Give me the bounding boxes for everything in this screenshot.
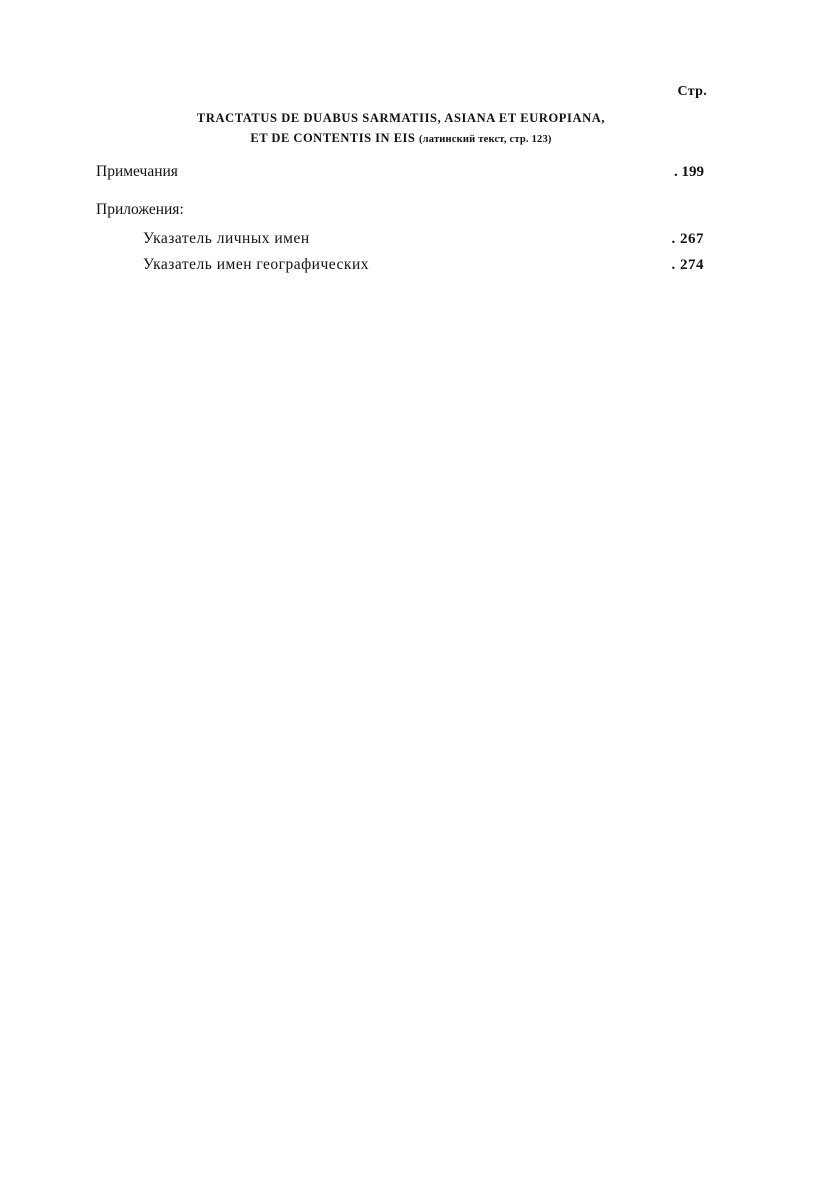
toc-entry-page-number: . 267 [671, 231, 704, 247]
title-line-2-note: (латинский текст, стр. 123) [418, 134, 552, 145]
appendices-heading: Приложения: [96, 201, 184, 218]
toc-entry-page-number: . 274 [671, 257, 704, 273]
treatise-title [96, 108, 706, 150]
toc-entry-label: Примечания [96, 163, 178, 180]
toc-entry-personal-names-index [143, 229, 704, 249]
toc-entry-notes [96, 162, 704, 182]
title-line-2 [96, 128, 706, 150]
toc-entry-page-number: . 199 [674, 164, 704, 180]
toc-entry-label: Указатель имен географических [143, 256, 369, 273]
title-line-2-main: ET DE CONTENTIS IN EIS [250, 131, 416, 145]
title-line-1: TRACTATUS DE DUABUS SARMATIIS, ASIANA ET EUROPIANA, [196, 111, 606, 125]
toc-entry-geographic-names-index [143, 255, 704, 275]
page-column-label: Стр. [677, 84, 707, 99]
toc-entry-label: Указатель личных имен [143, 230, 310, 247]
